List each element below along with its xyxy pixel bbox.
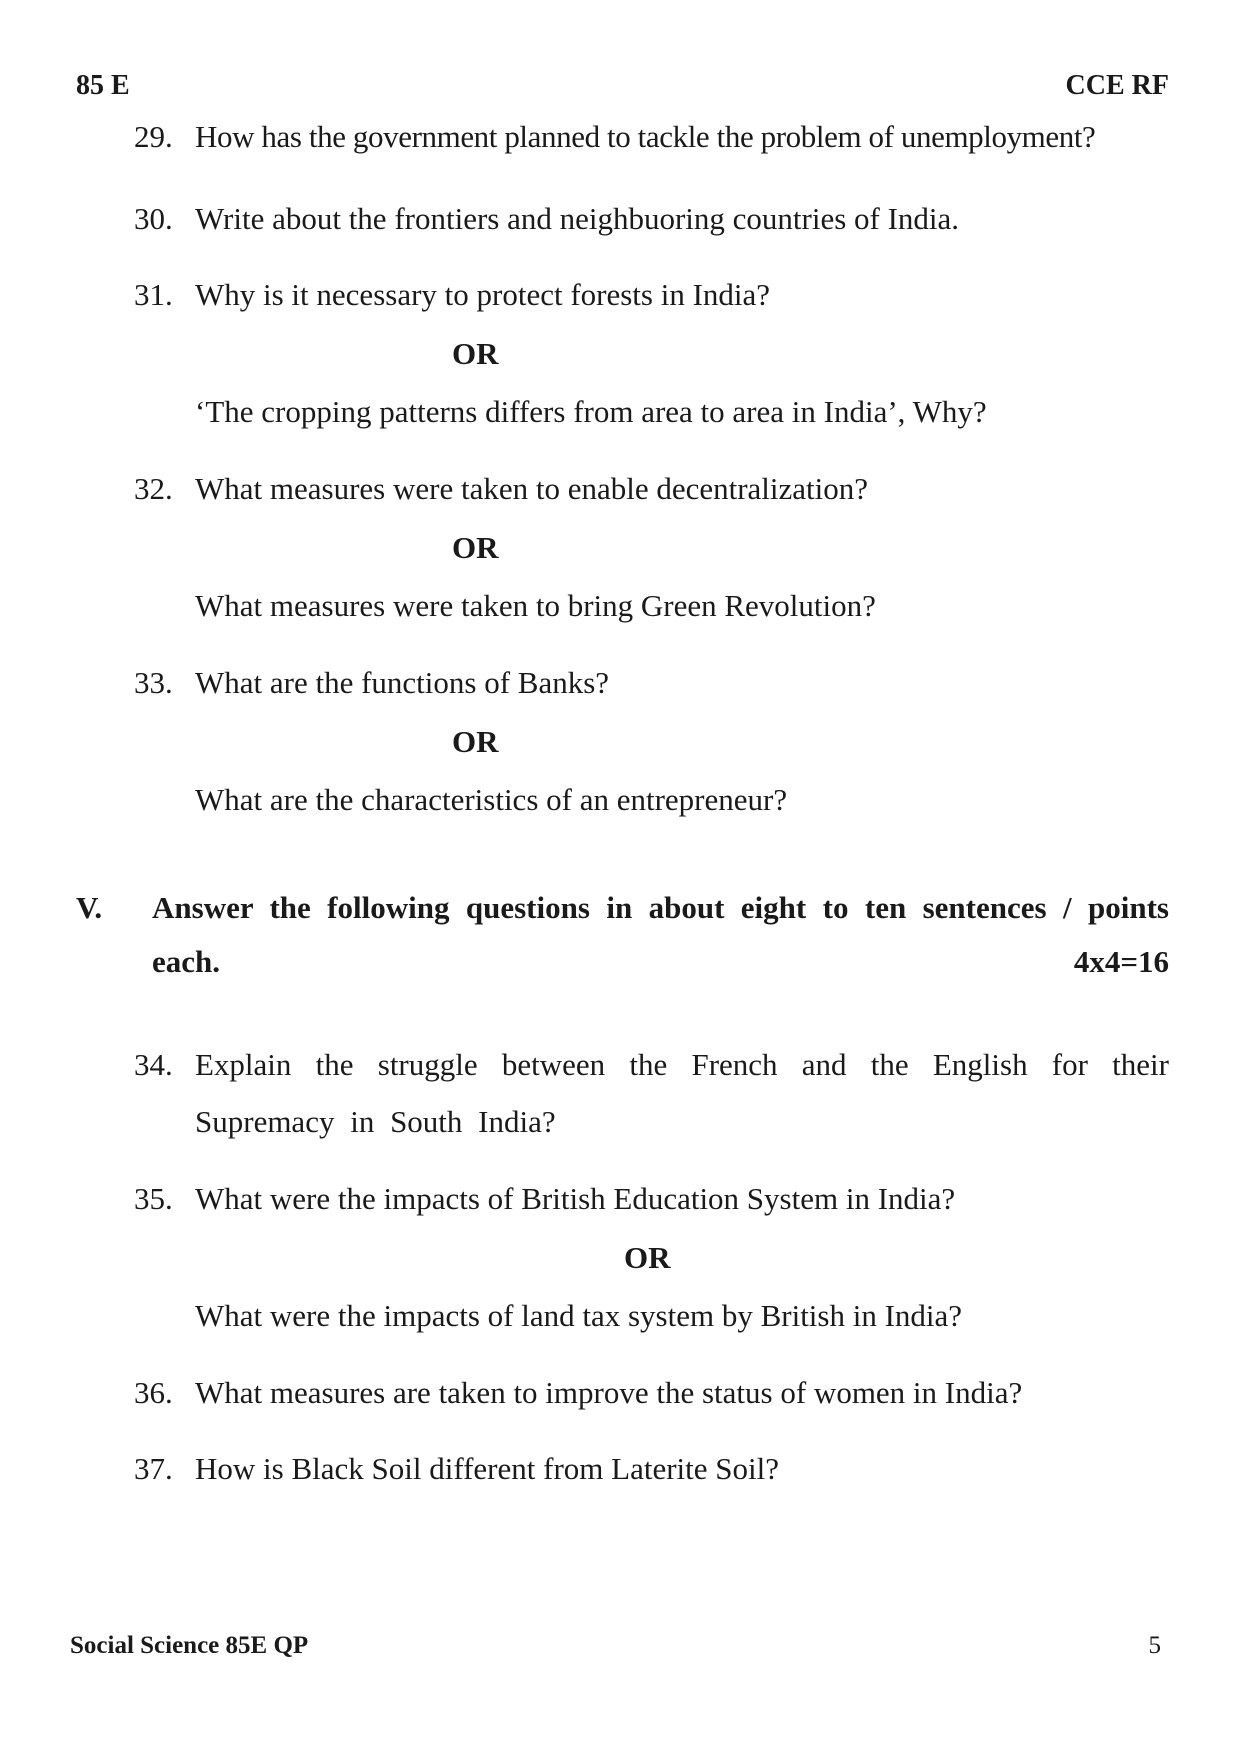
or-label: OR: [452, 336, 499, 371]
question-number: 29.: [134, 119, 173, 154]
question-30: [134, 190, 1169, 247]
question-33: [134, 654, 1169, 711]
question-text: What measures were taken to enable decentralization?: [195, 471, 869, 506]
question-number: 33.: [134, 665, 173, 700]
header-series: CCE RF: [1065, 70, 1169, 101]
question-number: 30.: [134, 201, 173, 236]
question-number: 35.: [134, 1181, 173, 1216]
question-text: What measures are taken to improve the status of women in India?: [195, 1375, 1023, 1410]
section-marks: 4x4=16: [1073, 944, 1169, 979]
question-35-alternative: What were the impacts of land tax system by British in India?: [195, 1298, 963, 1333]
question-number: 31.: [134, 277, 173, 312]
question-number: 32.: [134, 471, 173, 506]
question-35: [134, 1170, 1169, 1227]
question-29: [134, 108, 1169, 165]
question-number: 37.: [134, 1451, 173, 1486]
or-label: OR: [624, 1240, 671, 1275]
page-number: 5: [1148, 1632, 1161, 1659]
question-32-alternative: What measures were taken to bring Green Revolution?: [195, 588, 876, 623]
question-text: Explain the struggle between the French and the English for their Supremacy in South India?: [195, 1047, 1169, 1139]
question-34: [134, 1036, 1169, 1150]
section-heading-continued: each.: [152, 944, 221, 979]
question-31-alternative: ‘The cropping patterns differs from area to area in India’, Why?: [195, 394, 987, 429]
footer-subject: Social Science 85E QP: [70, 1632, 309, 1659]
question-text: How has the government planned to tackle the problem of unemployment?: [195, 119, 1096, 154]
or-label: OR: [452, 530, 499, 565]
question-text: What are the functions of Banks?: [195, 665, 610, 700]
section-heading: Answer the following questions in about eight to ten sentences / points: [152, 890, 1169, 925]
question-text: Why is it necessary to protect forests in India?: [195, 277, 771, 312]
section-number: V.: [76, 890, 103, 925]
question-33-alternative: What are the characteristics of an entrepreneur?: [195, 782, 788, 817]
question-text: How is Black Soil different from Laterite Soil?: [195, 1451, 779, 1486]
or-label: OR: [452, 724, 499, 759]
header-code: 85 E: [76, 70, 130, 101]
question-number: 36.: [134, 1375, 173, 1410]
question-36: [134, 1364, 1169, 1421]
question-37: [134, 1440, 1169, 1497]
question-text: What were the impacts of British Education System in India?: [195, 1181, 956, 1216]
question-text: Write about the frontiers and neighbuoring countries of India.: [195, 201, 960, 236]
question-32: [134, 460, 1169, 517]
question-number: 34.: [134, 1047, 173, 1082]
question-31: [134, 266, 1169, 323]
